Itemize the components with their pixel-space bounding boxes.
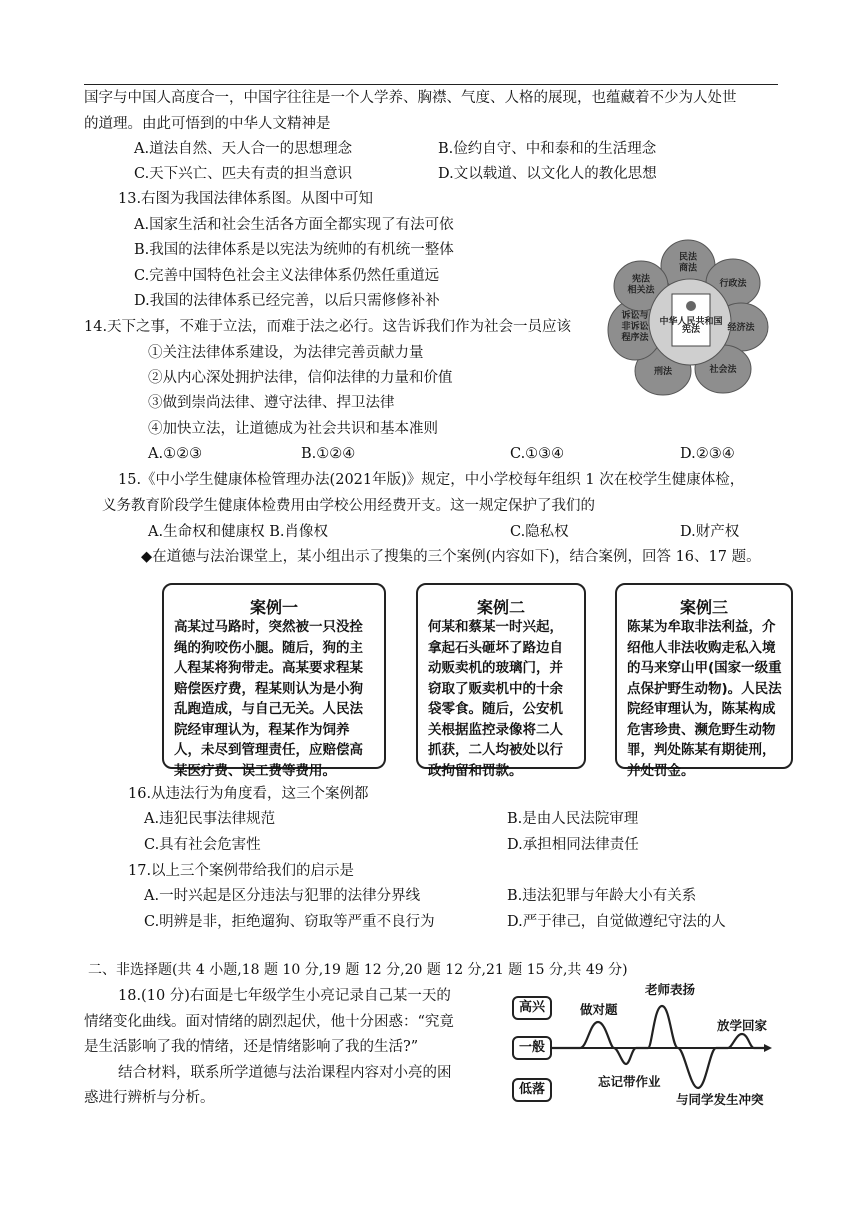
q16-option-b: B.是由人民法院审理 bbox=[507, 811, 639, 827]
q12-option-d: D.文以载道、以文化人的教化思想 bbox=[438, 166, 657, 182]
event-teacher-praise: 老师表扬 bbox=[645, 982, 696, 997]
q18-line4: 结合材料，联系所学道德与法治课程内容对小亮的困 bbox=[118, 1065, 452, 1081]
q18-line2: 情绪变化曲线。面对情绪的剧烈起伏，他十分困惑：“究竟 bbox=[84, 1014, 454, 1030]
q13-option-a: A.国家生活和社会生活各方面全都实现了有法可依 bbox=[134, 217, 454, 233]
q16-stem: 16.从违法行为角度看，这三个案例都 bbox=[128, 786, 369, 802]
q16-option-d: D.承担相同法律责任 bbox=[507, 837, 639, 853]
level-happy: 高兴 bbox=[512, 996, 552, 1020]
q17-option-a: A.一时兴起是区分违法与犯罪的法律分界线 bbox=[144, 888, 421, 904]
q15-option-ab: A.生命权和健康权 B.肖像权 bbox=[148, 524, 328, 540]
petal-label-criminal: 刑法 bbox=[653, 367, 673, 377]
national-emblem-icon bbox=[686, 301, 696, 311]
center-label-2: 宪法 bbox=[681, 325, 701, 335]
q12-stem-line2: 的道理。由此可悟到的中华人文精神是 bbox=[84, 116, 331, 132]
top-rule bbox=[84, 84, 778, 85]
q14-option-d: D.②③④ bbox=[680, 446, 735, 462]
cases-intro: ◆在道德与法治课堂上，某小组出示了搜集的三个案例(内容如下)，结合案例，回答 16、17 题。 bbox=[141, 549, 761, 565]
axis-arrow-icon bbox=[764, 1044, 772, 1052]
case-title-1: 案例一 bbox=[249, 598, 298, 617]
case-box-2 bbox=[416, 583, 586, 779]
level-low: 低落 bbox=[512, 1078, 552, 1102]
event-correct-answer: 做对题 bbox=[580, 1002, 618, 1017]
q13-stem: 13.右图为我国法律体系图。从图中可知 bbox=[118, 191, 374, 207]
case-title-2: 案例二 bbox=[476, 598, 525, 617]
q14-stem: 14.天下之事，不难于立法，而难于法之必行。这告诉我们作为社会一员应该 bbox=[84, 319, 572, 335]
q17-stem: 17.以上三个案例带给我们的启示是 bbox=[128, 863, 355, 879]
q14-option-c: C.①③④ bbox=[510, 446, 565, 462]
q17-option-c: C.明辨是非，拒绝遛狗、窃取等严重不良行为 bbox=[144, 914, 435, 930]
case-box-3 bbox=[615, 583, 793, 779]
q17-option-d: D.严于律己，自觉做遵纪守法的人 bbox=[507, 914, 726, 930]
case-body-2: 何某和蔡某一时兴起，拿起石头砸坏了路边自动贩卖机的玻璃门，并窃取了贩卖机中的十余袋零食。随后，公安机关根据监控录像将二人抓获，二人均被处以行政拘留和罚款。 bbox=[428, 619, 563, 779]
q14-statement-2: ②从内心深处拥护法律，信仰法律的力量和价值 bbox=[148, 370, 453, 386]
center-label-1: 中华人民共和国 bbox=[659, 317, 723, 327]
case-box-1 bbox=[162, 583, 386, 779]
q14-statement-3: ③做到崇尚法律、遵守法律、捍卫法律 bbox=[148, 395, 395, 411]
q18-line5: 惑进行辨析与分析。 bbox=[84, 1090, 215, 1106]
q15-stem-line1: 15.《中小学生健康体检管理办法(2021年版)》规定，中小学校每年组织 1 次在校学生健康体检， bbox=[118, 472, 745, 488]
q14-statement-4: ④加快立法，让道德成为社会共识和基本准则 bbox=[148, 421, 438, 437]
q12-stem-line1: 国字与中国人高度合一，中国字往往是一个人学养、胸襟、气度、人格的展现，也蕴藏着不少为人处世 bbox=[84, 90, 737, 106]
q18-line1: 18.(10 分)右面是七年级学生小亮记录自己某一天的 bbox=[118, 988, 451, 1004]
q13-option-c: C.完善中国特色社会主义法律体系仍然任重道远 bbox=[134, 268, 440, 284]
event-go-home: 放学回家 bbox=[717, 1018, 768, 1033]
petal-label-social: 社会法 bbox=[709, 365, 737, 375]
petal-label-administrative: 行政法 bbox=[719, 279, 747, 289]
q13-option-d: D.我国的法律体系已经完善，以后只需修修补补 bbox=[134, 293, 440, 309]
event-forgot-homework: 忘记带作业 bbox=[598, 1074, 661, 1089]
q13-option-b: B.我国的法律体系是以宪法为统帅的有机统一整体 bbox=[134, 242, 454, 258]
q16-option-a: A.违犯民事法律规范 bbox=[144, 811, 276, 827]
q14-statement-1: ①关注法律体系建设，为法律完善贡献力量 bbox=[148, 345, 424, 361]
q12-option-c: C.天下兴亡、匹夫有责的担当意识 bbox=[134, 166, 353, 182]
q16-option-c: C.具有社会危害性 bbox=[144, 837, 261, 853]
law-system-diagram bbox=[606, 236, 770, 402]
q15-option-d: D.财产权 bbox=[680, 524, 740, 540]
petal-label-economic: 经济法 bbox=[727, 323, 755, 333]
q14-option-b: B.①②④ bbox=[301, 446, 356, 462]
case-body-1: 高某过马路时，突然被一只没拴绳的狗咬伤小腿。随后，狗的主人程某将狗带走。高某要求程某赔偿医疗费，程某则认为是小狗乱跑造成，与自己无关。人民法院经审理认为，程某作为饲养人，未尽到管理责任，应赔偿高某医疗费、误工费等费用。 bbox=[174, 619, 363, 779]
q14-option-a: A.①②③ bbox=[148, 446, 203, 462]
petal-label-civil-commercial: 民法商法 bbox=[678, 252, 698, 274]
case-title-3: 案例三 bbox=[679, 598, 728, 617]
level-normal: 一般 bbox=[512, 1036, 552, 1060]
event-conflict: 与同学发生冲突 bbox=[676, 1092, 764, 1107]
q12-option-b: B.俭约自守、中和泰和的生活理念 bbox=[438, 141, 657, 157]
section-2-heading: 二、非选择题(共 4 小题,18 题 10 分,19 题 12 分,20 题 12 分,21 题 15 分,共 49 分) bbox=[88, 962, 628, 978]
q18-line3: 是生活影响了我的情绪，还是情绪影响了我的生活?” bbox=[84, 1039, 419, 1055]
q12-option-a: A.道法自然、天人合一的思想理念 bbox=[134, 141, 353, 157]
case-body-3: 陈某为牟取非法利益，介绍他人非法收购走私入境的马来穿山甲(国家一级重点保护野生动物)。人民法院经审理认为，陈某构成危害珍贵、濒危野生动物罪，判处陈某有期徒刑，并处罚金。 bbox=[627, 619, 782, 779]
q15-option-c: C.隐私权 bbox=[510, 524, 569, 540]
petal-label-procedure: 诉讼与非诉讼程序法 bbox=[621, 311, 649, 343]
q17-option-b: B.违法犯罪与年龄大小有关系 bbox=[507, 888, 697, 904]
q15-stem-line2: 义务教育阶段学生健康体检费用由学校公用经费开支。这一规定保护了我们的 bbox=[102, 498, 595, 514]
petal-label-constitutional: 宪法相关法 bbox=[627, 274, 655, 296]
